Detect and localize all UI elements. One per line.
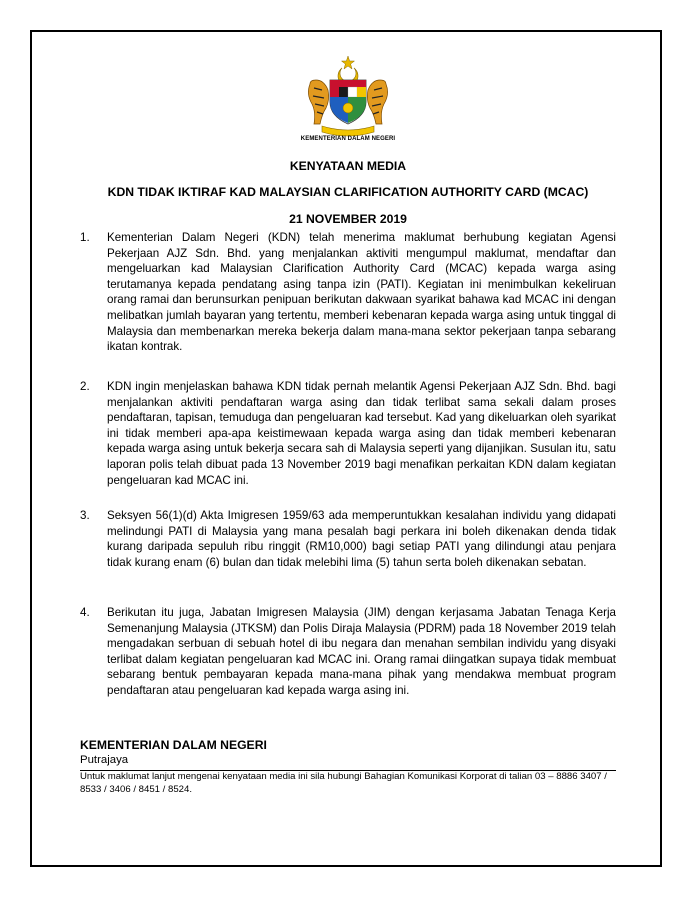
paragraph-number: 3. [80,509,90,522]
paragraph-text: KDN ingin menjelaskan bahawa KDN tidak pernah melantik Agensi Pekerjaan AJZ Sdn. Bhd. bagi menjalankan aktiviti pendaftaran warga asing dan tidak terlibat sama sekali dalam proses pendaftaran, tapisan, temuduga dan pengeluaran kad tersebut. Kad yang dikeluarkan oleh syarikat ini tidak memberi apa-apa keistimewaan kepada warga asing dan tidak memberi kebenaran kepada warga asing untuk bekerja secara sah di Malaysia seperti yang dijanjikan. Susulan itu, satu laporan polis telah dibuat pada 13 November 2019 bagi menafikan perkaitan KDN dalam kegiatan pengeluaran kad MCAC ini. [107,380,616,487]
doc-title: KDN TIDAK IKTIRAF KAD MALAYSIAN CLARIFICATION AUTHORITY CARD (MCAC) [107,185,589,199]
footer-ministry: KEMENTERIAN DALAM NEGERI [80,738,267,752]
document-page [30,30,662,867]
paragraph-text: Kementerian Dalam Negeri (KDN) telah menerima maklumat berhubung kegiatan Agensi Pekerjaan AJZ Sdn. Bhd. yang menjalankan aktiviti mengumpul maklumat, mendaftar dan mengeluarkan kad Malaysian Clarification Authority Card (MCAC) kepada warga asing terutamanya kepada pendatang asing tanpa izin (PATI). Kegiatan ini menimbulkan kekeliruan orang ramai dan berunsurkan penipuan berikutan dakwaan syarikat bahawa kad MCAC ini dengan melibatkan jumlah bayaran yang tertentu, memberi kebenaran kepada warga asing untuk tinggal di Malaysia dan membenarkan mereka bekerja dalam mana-mana sektor pekerjaan tanpa sebarang ikatan kontrak. [107,231,616,354]
paragraph-number: 2. [80,380,90,393]
crest-caption: KEMENTERIAN DALAM NEGERI [300,136,396,142]
paragraph-2 [80,379,616,488]
paragraph-text: Berikutan itu juga, Jabatan Imigresen Malaysia (JIM) dengan kerjasama Jabatan Tenaga Kerja Semenanjung Malaysia (JTKSM) dan Polis Diraja Malaysia (PDRM) pada 18 November 2019 telah mengadakan serbuan di sebuah hotel di ibu negara dan menahan sembilan individu yang disyaki terlibat dalam kegiatan pengeluaran kad MCAC ini. Orang ramai diingatkan supaya tidak membuat sebarang bentuk pembayaran kepada mana-mana pihak yang mendakwa membuat program pendaftaran atau pengeluaran kad kepada warga asing ini. [107,606,616,697]
footer-city: Putrajaya [80,754,129,766]
paragraph-number: 1. [80,231,90,244]
doc-date: 21 NOVEMBER 2019 [289,212,407,226]
malaysia-coat-of-arms-icon [302,54,394,140]
paragraph-4 [80,605,616,699]
paragraph-3 [80,508,616,570]
doc-type-heading: KENYATAAN MEDIA [289,159,407,173]
paragraph-1 [80,230,616,355]
paragraph-text: Seksyen 56(1)(d) Akta Imigresen 1959/63 ada memperuntukkan kesalahan individu yang didapati melindungi PATI di Malaysia yang mana pesalah bagi perkara ini boleh dikenakan denda tidak kurang daripada sepuluh ribu ringgit (RM10,000) bagi setiap PATI yang dilindungi atau penjara tidak kurang enam (6) bulan dan tidak melebihi lima (5) tahun serta boleh dikenakan sebatan. [107,509,616,569]
paragraph-number: 4. [80,606,90,619]
footer-contact-note: Untuk maklumat lanjut mengenai kenyataan media ini sila hubungi Bahagian Komunikasi Korporat di talian 03 – 8886 3407 / 8533 / 3406 / 8451 / 8524. [80,771,607,795]
